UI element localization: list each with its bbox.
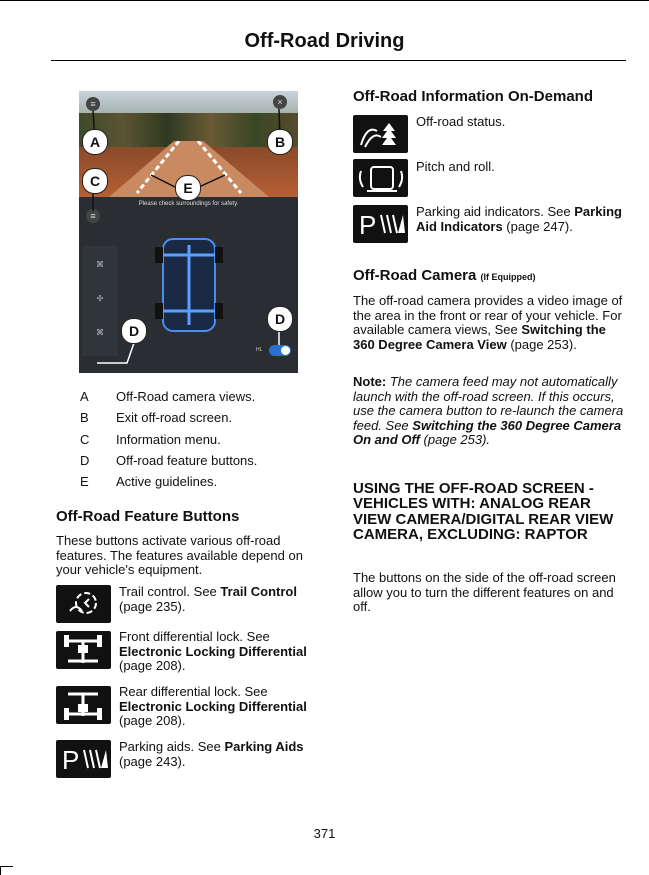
differential-button[interactable]: ✣ [96,294,104,303]
svg-text:P: P [62,745,80,775]
legend-key: E [80,474,89,489]
analog-paragraph: The buttons on the side of the off-road screen allow you to turn the different features on and off. [353,570,616,615]
callout-d-left: D [121,318,147,344]
page-title: Off-Road Driving [244,30,405,52]
rear-differential-button[interactable]: ⌘ [96,328,104,337]
top-rule [0,0,649,1]
front-differential-link[interactable]: Electronic Locking Differential [119,643,307,659]
trail-control-link[interactable]: Trail Control [220,584,297,599]
parking-aids-link[interactable]: Parking Aids [224,739,304,754]
trail-control-text: Trail control. See Trail Control (page 235). [119,584,297,614]
off-road-status-icon [353,115,408,153]
title-rule [51,60,626,61]
pitch-and-roll-text: Pitch and roll. [416,159,495,174]
exit-button[interactable]: × [273,95,287,109]
switching-camera-on-off-link[interactable]: Switching the 360 Degree Camera On and Off [353,417,622,448]
rear-differential-link[interactable]: Electronic Locking Differential [119,698,307,714]
rear-differential-text: Rear differential lock. See Electronic Locking Differential (page 208). [119,684,307,729]
callout-e: E [175,175,201,201]
legend-text: Information menu. [116,432,221,447]
feature-buttons-intro: These buttons activate various off-road features. The features available depend on your vehicle's equipment. [56,533,303,578]
callout-leaders [79,91,298,373]
parking-aid-indicators-icon [353,205,408,243]
camera-paragraph: The off-road camera provides a video image of the area in the front or rear of your vehicle. For available camera views, See Switching the 360 Degree Camera View (page 253). [353,293,623,352]
parking-aids-text: Parking aids. See Parking Aids (page 243). [119,739,304,769]
off-road-status-text: Off-road status. [416,114,506,129]
legend-key: A [80,389,89,404]
off-road-screen-image [79,91,298,373]
toggle-label: HL [256,347,263,353]
feature-buttons-heading: Off-Road Feature Buttons [56,508,240,525]
info-on-demand-heading: Off-Road Information On-Demand [353,88,593,105]
parking-aid-indicators-text: Parking aid indicators. See Parking Aid Indicators (page 247). [416,204,622,234]
legend-text: Off-road feature buttons. [116,453,258,468]
switching-camera-view-link[interactable]: Switching the 360 Degree Camera View [353,322,606,352]
pitch-and-roll-icon [353,159,408,197]
svg-text:P: P [359,210,377,240]
callout-b: B [267,129,293,155]
parking-aid-indicators-link[interactable]: Parking Aid Indicators [416,204,622,234]
camera-heading: Off-Road Camera (If Equipped) [353,267,536,284]
front-differential-lock-icon [56,631,111,669]
analog-camera-heading: USING THE OFF-ROAD SCREEN - VEHICLES WITH: ANALOG REAR VIEW CAMERA/DIGITAL REAR VIEW CAMERA, EXCLUDING: RAPTOR [353,480,614,544]
callout-d-right: D [267,306,293,332]
camera-views-button[interactable]: ≡ [86,97,100,111]
legend-text: Off-Road camera views. [116,389,256,404]
safety-message: Please check surroundings for safety. [138,201,239,207]
legend-key: B [80,410,89,425]
legend-key: C [80,432,90,447]
trail-control-icon [56,585,111,623]
trail-control-button[interactable]: ⌘ [96,260,104,269]
front-differential-text: Front differential lock. See Electronic Locking Differential (page 208). [119,629,307,674]
legend-text: Exit off-road screen. [116,410,233,425]
callout-c: C [82,168,108,194]
parking-aids-icon [56,740,111,778]
info-menu-button[interactable]: ≡ [86,209,100,223]
rear-differential-lock-icon [56,686,111,724]
camera-heading-suffix: (If Equipped) [480,272,536,282]
legend-text: Active guidelines. [116,474,218,489]
page-number: 371 [313,826,336,841]
legend-key: D [80,453,90,468]
callout-a: A [82,129,108,155]
camera-note: Note: The camera feed may not automatically launch with the off-road screen. If this occurs, use the camera button to re-launch the camera feed. See Switching the 360 Degree Camera On and Off (page 253). [353,374,624,448]
